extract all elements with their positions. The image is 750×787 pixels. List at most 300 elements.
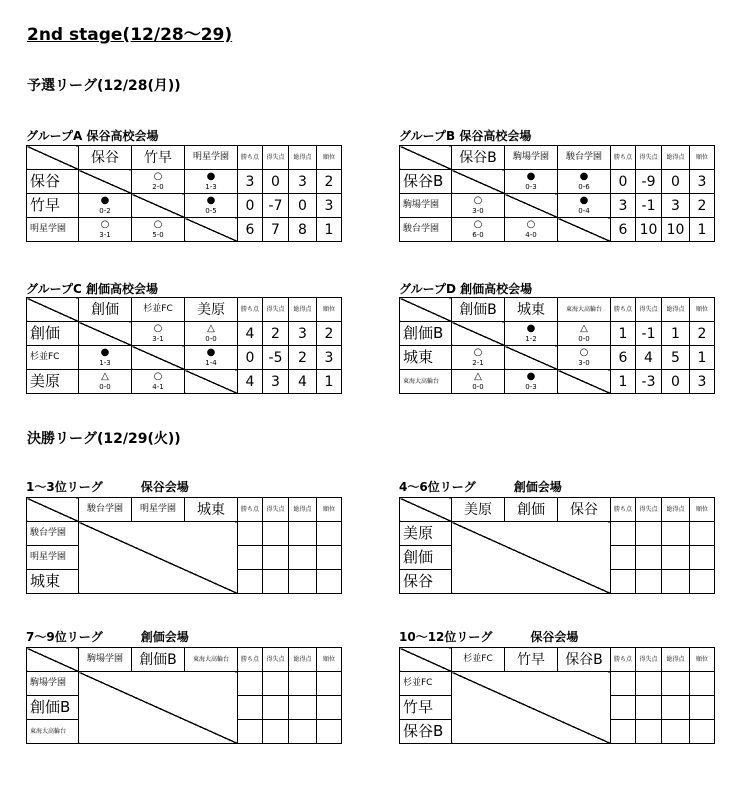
stat-column-header: 勝ち点 (238, 298, 263, 322)
team-column-header: 創価 (79, 298, 132, 322)
team-row-header: 杉並FC (27, 346, 79, 370)
stat-cell: 1 (317, 370, 342, 394)
team-row-header: 美原 (400, 522, 452, 546)
stat-cell (690, 696, 715, 720)
diagonal-cell (452, 522, 611, 594)
group-title: グループB 保谷高校会場 (399, 129, 532, 143)
final-league-table (26, 497, 342, 594)
result-score: 0-4 (578, 207, 590, 215)
final-league-title: 10～12位リーグ (399, 630, 493, 644)
stat-cell (690, 570, 715, 594)
table-row (400, 522, 715, 546)
stat-cell: 2 (263, 322, 289, 346)
stat-cell (263, 720, 289, 744)
team-column-header: 東海大高輪台 (185, 648, 238, 672)
team-row-header: 駿台学園 (400, 218, 452, 242)
result-mark: ○ (100, 219, 110, 230)
stat-cell (238, 696, 263, 720)
table-row (400, 370, 715, 394)
team-column-header: 駿台学園 (558, 146, 611, 170)
stat-column-header: 勝ち点 (238, 146, 263, 170)
team-row-header: 城東 (400, 346, 452, 370)
result-cell (505, 170, 558, 194)
diagonal-cell (185, 370, 238, 394)
stat-cell (263, 696, 289, 720)
group-table (399, 145, 715, 242)
stat-cell: 2 (690, 322, 715, 346)
stat-cell: 1 (611, 322, 636, 346)
group-title: グループC 創価高校会場 (26, 282, 159, 296)
stat-cell: 3 (690, 170, 715, 194)
final-league-title: 4～6位リーグ (399, 480, 476, 494)
team-row-header: 東海大高輪台 (27, 720, 79, 744)
result-score: 0-0 (472, 383, 484, 391)
final-league-header (399, 628, 578, 645)
group-title: グループA 保谷高校会場 (26, 129, 159, 143)
corner-cell (400, 298, 452, 322)
result-cell (452, 370, 505, 394)
stat-column-header: 得失点 (636, 648, 662, 672)
diagonal-cell (79, 170, 132, 194)
stat-cell (662, 672, 690, 696)
team-column-header: 杉並FC (132, 298, 185, 322)
stat-cell (690, 522, 715, 546)
stat-cell: 0 (238, 346, 263, 370)
diagonal-cell (79, 522, 238, 594)
stat-cell: -1 (636, 322, 662, 346)
stat-cell (662, 720, 690, 744)
stat-column-header: 勝ち点 (238, 498, 263, 522)
stat-column-header: 得失点 (636, 498, 662, 522)
result-cell (185, 322, 238, 346)
diagonal-cell (505, 346, 558, 370)
stat-cell (662, 570, 690, 594)
result-cell (185, 346, 238, 370)
team-row-header: 創価 (400, 546, 452, 570)
team-column-header: 駿台学園 (79, 498, 132, 522)
corner-cell (400, 146, 452, 170)
stat-cell: 1 (611, 370, 636, 394)
stat-column-header: 勝ち点 (611, 648, 636, 672)
stat-cell: 3 (690, 370, 715, 394)
final-league-title: 7～9位リーグ (26, 630, 103, 644)
team-column-header: 明星学園 (132, 498, 185, 522)
stat-cell (611, 672, 636, 696)
stat-cell: 2 (289, 346, 317, 370)
result-mark: ○ (153, 371, 163, 382)
stat-column-header: 総得点 (289, 298, 317, 322)
corner-cell (27, 146, 79, 170)
result-cell (452, 218, 505, 242)
team-column-header: 美原 (185, 298, 238, 322)
diagonal-cell (452, 672, 611, 744)
stat-cell (289, 522, 317, 546)
result-score: 1-3 (99, 359, 111, 367)
team-row-header: 保谷B (400, 170, 452, 194)
team-row-header: 創価 (27, 322, 79, 346)
diagonal-cell (132, 194, 185, 218)
stat-column-header: 総得点 (662, 146, 690, 170)
result-score: 0-0 (99, 383, 111, 391)
result-mark: ○ (153, 171, 163, 182)
result-score: 0-0 (578, 335, 590, 343)
table-row (400, 672, 715, 696)
result-mark: ● (526, 171, 536, 182)
stat-cell: 3 (317, 346, 342, 370)
result-cell (505, 370, 558, 394)
result-score: 1-3 (205, 183, 217, 191)
stat-cell (636, 522, 662, 546)
corner-cell (400, 648, 452, 672)
stat-cell (636, 696, 662, 720)
stat-cell (611, 546, 636, 570)
table-row (27, 218, 342, 242)
stat-column-header: 勝ち点 (611, 498, 636, 522)
team-column-header: 竹早 (505, 648, 558, 672)
stat-column-header: 順位 (690, 298, 715, 322)
corner-cell (27, 298, 79, 322)
stat-column-header: 総得点 (289, 498, 317, 522)
team-row-header: 駒場学園 (400, 194, 452, 218)
stat-cell (238, 570, 263, 594)
stat-cell: 3 (263, 370, 289, 394)
group-title: グループD 創価高校会場 (399, 282, 533, 296)
stat-cell (636, 570, 662, 594)
team-column-header: 竹早 (132, 146, 185, 170)
team-column-header: 保谷 (79, 146, 132, 170)
stat-cell: 6 (611, 346, 636, 370)
result-cell (558, 194, 611, 218)
stat-cell (611, 696, 636, 720)
stat-column-header: 総得点 (662, 298, 690, 322)
team-column-header: 創価B (132, 648, 185, 672)
stat-column-header: 総得点 (289, 146, 317, 170)
stat-cell (289, 720, 317, 744)
stat-column-header: 得失点 (263, 146, 289, 170)
team-column-header: 創価B (452, 298, 505, 322)
result-score: 0-5 (205, 207, 217, 215)
result-score: 1-2 (525, 335, 537, 343)
result-score: 4-1 (152, 383, 164, 391)
stat-cell (238, 672, 263, 696)
stat-cell: 0 (662, 170, 690, 194)
final-league-venue: 創価会場 (140, 630, 189, 644)
team-row-header: 美原 (27, 370, 79, 394)
stat-column-header: 順位 (317, 146, 342, 170)
stat-cell: 3 (289, 170, 317, 194)
stat-cell (317, 696, 342, 720)
result-cell (185, 170, 238, 194)
diagonal-cell (132, 346, 185, 370)
stat-column-header: 順位 (690, 498, 715, 522)
stat-cell (611, 720, 636, 744)
result-cell (132, 170, 185, 194)
team-column-header: 保谷B (452, 146, 505, 170)
team-row-header: 保谷 (27, 170, 79, 194)
final-league-title: 1～3位リーグ (26, 480, 103, 494)
stat-cell: 4 (289, 370, 317, 394)
stat-cell (289, 672, 317, 696)
final-league-table (399, 497, 715, 594)
result-mark: △ (474, 371, 482, 382)
diagonal-cell (79, 672, 238, 744)
result-cell (79, 346, 132, 370)
result-mark: ● (100, 195, 110, 206)
team-row-header: 創価B (27, 696, 79, 720)
result-cell (505, 218, 558, 242)
stat-cell (636, 672, 662, 696)
table-row (27, 194, 342, 218)
stat-cell: 10 (636, 218, 662, 242)
corner-cell (27, 498, 79, 522)
stat-column-header: 総得点 (662, 498, 690, 522)
group-table (399, 297, 715, 394)
stat-cell: 1 (317, 218, 342, 242)
stat-cell: 3 (662, 194, 690, 218)
stat-cell: 8 (289, 218, 317, 242)
stat-cell: -3 (636, 370, 662, 394)
team-column-header: 保谷B (558, 648, 611, 672)
result-score: 2-1 (472, 359, 484, 367)
result-mark: △ (101, 371, 109, 382)
result-score: 3-1 (152, 335, 164, 343)
result-mark: ○ (473, 195, 483, 206)
table-row (400, 322, 715, 346)
stat-column-header: 得失点 (263, 498, 289, 522)
group-table (26, 145, 342, 242)
stat-cell: 0 (263, 170, 289, 194)
team-row-header: 駒場学園 (27, 672, 79, 696)
stat-cell (690, 672, 715, 696)
stat-cell: 2 (690, 194, 715, 218)
prelim-league-title: 予選リーグ(12/28(月)) (27, 78, 181, 94)
final-league-table (399, 647, 715, 744)
diagonal-cell (452, 170, 505, 194)
result-mark: ● (526, 371, 536, 382)
stat-cell (238, 720, 263, 744)
team-column-header: 美原 (452, 498, 505, 522)
team-column-header: 城東 (505, 298, 558, 322)
result-cell (79, 194, 132, 218)
diagonal-cell (185, 218, 238, 242)
result-score: 3-1 (99, 231, 111, 239)
result-score: 0-6 (578, 183, 590, 191)
stat-cell (317, 720, 342, 744)
result-score: 1-4 (205, 359, 217, 367)
result-mark: ○ (153, 219, 163, 230)
stat-cell (289, 696, 317, 720)
stat-cell: 4 (238, 322, 263, 346)
stat-cell: 3 (289, 322, 317, 346)
result-mark: ○ (579, 347, 589, 358)
table-row (400, 218, 715, 242)
table-row (400, 194, 715, 218)
stat-cell: 0 (662, 370, 690, 394)
stat-column-header: 順位 (690, 648, 715, 672)
team-column-header: 駒場学園 (505, 146, 558, 170)
result-mark: ○ (153, 323, 163, 334)
final-league-venue: 保谷会場 (140, 480, 189, 494)
final-league-table (26, 647, 342, 744)
final-league-title: 決勝リーグ(12/29(火)) (27, 431, 181, 447)
stat-cell (317, 522, 342, 546)
stat-column-header: 順位 (690, 146, 715, 170)
result-score: 0-3 (525, 383, 537, 391)
result-mark: ○ (526, 219, 536, 230)
final-league-header (26, 628, 189, 645)
result-mark: ● (526, 323, 536, 334)
stat-cell (289, 546, 317, 570)
stat-column-header: 総得点 (289, 648, 317, 672)
result-mark: ● (206, 171, 216, 182)
result-cell (452, 194, 505, 218)
team-row-header: 保谷 (400, 570, 452, 594)
stat-cell (690, 546, 715, 570)
stat-column-header: 勝ち点 (238, 648, 263, 672)
team-row-header: 竹早 (27, 194, 79, 218)
result-score: 2-0 (152, 183, 164, 191)
diagonal-cell (558, 218, 611, 242)
stat-cell: -1 (636, 194, 662, 218)
team-row-header: 東海大高輪台 (400, 370, 452, 394)
table-row (27, 370, 342, 394)
stat-cell: -5 (263, 346, 289, 370)
stat-cell: 1 (690, 218, 715, 242)
stat-cell: 4 (636, 346, 662, 370)
stat-cell: 3 (317, 194, 342, 218)
stat-cell (636, 546, 662, 570)
result-score: 0-2 (99, 207, 111, 215)
stat-column-header: 総得点 (662, 648, 690, 672)
result-cell (505, 322, 558, 346)
result-cell (558, 170, 611, 194)
stat-cell: 1 (690, 346, 715, 370)
stat-cell: -9 (636, 170, 662, 194)
result-cell (558, 346, 611, 370)
result-score: 5-0 (152, 231, 164, 239)
stat-column-header: 勝ち点 (611, 146, 636, 170)
stat-cell: 4 (238, 370, 263, 394)
stat-cell: 2 (317, 170, 342, 194)
corner-cell (400, 498, 452, 522)
stat-cell: -7 (263, 194, 289, 218)
diagonal-cell (79, 322, 132, 346)
result-cell (132, 370, 185, 394)
stat-cell (662, 522, 690, 546)
stat-cell (690, 720, 715, 744)
result-cell (185, 194, 238, 218)
team-row-header: 城東 (27, 570, 79, 594)
result-mark: ● (579, 171, 589, 182)
stat-cell: 5 (662, 346, 690, 370)
corner-cell (27, 648, 79, 672)
table-row (27, 346, 342, 370)
result-cell (79, 370, 132, 394)
stat-cell: 0 (289, 194, 317, 218)
team-row-header: 創価B (400, 322, 452, 346)
stat-cell (238, 522, 263, 546)
table-row (27, 322, 342, 346)
stat-column-header: 得失点 (636, 298, 662, 322)
team-row-header: 駿台学園 (27, 522, 79, 546)
result-mark: ● (100, 347, 110, 358)
team-column-header: 駒場学園 (79, 648, 132, 672)
table-row (400, 346, 715, 370)
stat-cell (317, 570, 342, 594)
result-mark: ● (579, 195, 589, 206)
stat-cell (263, 672, 289, 696)
result-score: 3-0 (578, 359, 590, 367)
stat-cell: 0 (611, 170, 636, 194)
final-league-header (26, 478, 189, 495)
stat-cell (662, 696, 690, 720)
stat-cell: 3 (611, 194, 636, 218)
diagonal-cell (452, 322, 505, 346)
final-league-venue: 創価会場 (513, 480, 562, 494)
stat-cell: 1 (662, 322, 690, 346)
stat-cell (263, 546, 289, 570)
stat-cell: 7 (263, 218, 289, 242)
result-cell (132, 218, 185, 242)
stat-cell: 0 (238, 194, 263, 218)
team-row-header: 明星学園 (27, 218, 79, 242)
group-table (26, 297, 342, 394)
stat-cell (317, 546, 342, 570)
result-score: 0-0 (205, 335, 217, 343)
page-title: 2nd stage(12/28～29) (27, 25, 233, 45)
stat-cell (238, 546, 263, 570)
result-score: 4-0 (525, 231, 537, 239)
team-column-header: 明星学園 (185, 146, 238, 170)
stat-cell: 6 (238, 218, 263, 242)
stat-cell: 10 (662, 218, 690, 242)
result-cell (452, 346, 505, 370)
result-score: 6-0 (472, 231, 484, 239)
team-row-header: 明星学園 (27, 546, 79, 570)
stat-cell (611, 522, 636, 546)
result-mark: ○ (473, 219, 483, 230)
final-league-venue: 保谷会場 (530, 630, 579, 644)
result-mark: ○ (473, 347, 483, 358)
table-row (27, 522, 342, 546)
team-column-header: 創価 (505, 498, 558, 522)
result-mark: ● (206, 195, 216, 206)
team-row-header: 保谷B (400, 720, 452, 744)
stat-column-header: 得失点 (263, 298, 289, 322)
stat-column-header: 順位 (317, 648, 342, 672)
result-mark: △ (207, 323, 215, 334)
result-score: 3-0 (472, 207, 484, 215)
stat-cell (263, 522, 289, 546)
stat-column-header: 得失点 (636, 146, 662, 170)
table-row (400, 170, 715, 194)
stat-cell (289, 570, 317, 594)
stat-cell: 6 (611, 218, 636, 242)
stat-cell (263, 570, 289, 594)
result-mark: ● (206, 347, 216, 358)
stat-column-header: 順位 (317, 298, 342, 322)
team-column-header: 城東 (185, 498, 238, 522)
table-row (27, 672, 342, 696)
stat-cell: 2 (317, 322, 342, 346)
diagonal-cell (505, 194, 558, 218)
team-column-header: 杉並FC (452, 648, 505, 672)
result-cell (558, 322, 611, 346)
stat-column-header: 得失点 (263, 648, 289, 672)
stat-cell (317, 672, 342, 696)
team-column-header: 東海大高輪台 (558, 298, 611, 322)
stat-cell (662, 546, 690, 570)
